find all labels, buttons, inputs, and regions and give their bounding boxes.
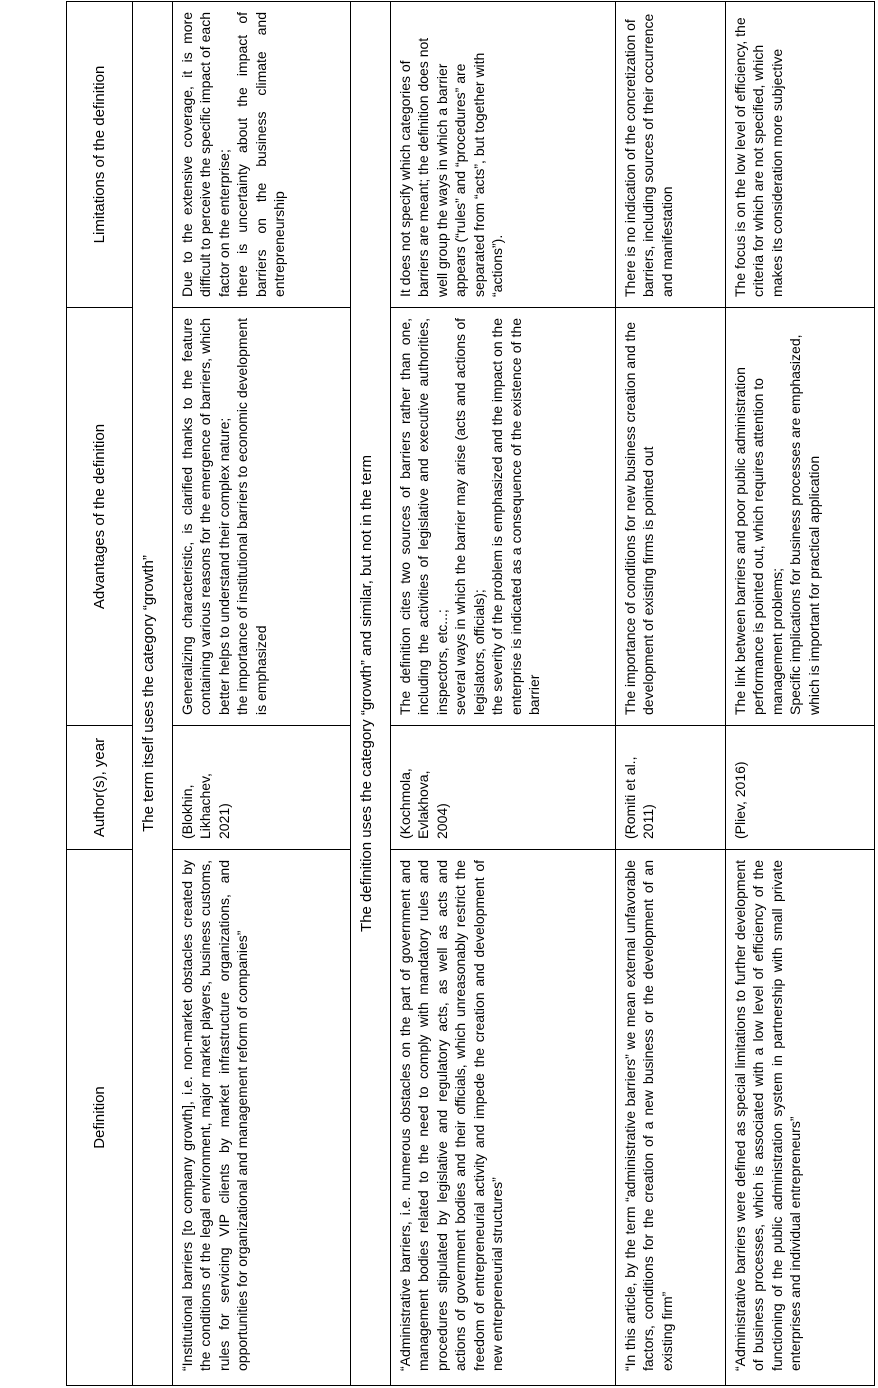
header-advantages: Advantages of the definition [67,308,133,726]
advantages-cell [391,308,616,726]
limitation-item: there is uncertainty about the impact of barriers on the business climate and entrepreneurship [234,12,288,297]
advantages-cell [173,308,351,726]
limitations-cell [173,2,351,308]
header-limitations: Limitations of the definition [67,2,133,308]
author-cell: (Blokhin, Likhachev, 2021) [173,726,351,850]
section-row-growth-term [133,2,173,1386]
definition-cell: “Administrative barriers were defined as special limitations to further development of business processes, which is associated with a low level of efficiency of the functioning of the public administration system in partnership with small private enterprises and individual entrepreneurs” [726,850,875,1386]
advantage-item: Specific implications for business processes are emphasized, which is important for practical application [787,334,822,715]
limitation-item: It does not specify which categories of barriers are meant; the definition does not well group the ways in which a barrier appears (“rules” and “procedures” are separated from “acts”, but together with “actions”). [397,37,506,297]
author-cell: (Romiti et al., 2011) [616,726,726,850]
author-cell: (Pliev, 2016) [726,726,875,850]
limitation-item: The focus is on the low level of efficiency, the criteria for which are not specified, which makes its consideration more subjective [732,17,785,297]
section-row-growth-definition [351,2,391,1386]
advantage-item: The link between barriers and poor public administration performance is pointed out, which requires attention to management problems; [732,367,785,715]
limitations-cell [391,2,616,308]
definition-cell: “Institutional barriers [to company growth], i.e. non-market obstacles created by the conditions of the legal environment, major market players, business customs, rules for servicing VIP clients by market infrastructure organizations, and opportunities for organizational and management reform of companies” [173,850,351,1386]
definitions-table [66,1,875,1386]
header-row [67,2,133,1386]
advantage-item: the importance of institutional barriers to economic development is emphasized [234,318,269,715]
section-title: The term itself uses the category “growth” [133,2,173,1386]
definition-cell: “In this article, by the term “administrative barriers” we mean external unfavorable factors, conditions for the creation of a new business or the development of an existing firm” [616,850,726,1386]
table-row [173,2,351,1386]
table-row [726,2,875,1386]
definition-cell: “Administrative barriers, i.e. numerous obstacles on the part of government and management bodies related to the need to comply with mandatory rules and procedures stipulated by legislative and regulatory acts, as well as acts and actions of government bodies and their officials, which unreasonably restrict the freedom of entrepreneurial activity and impede the creation and development of new entrepreneurial structures” [391,850,616,1386]
table-row [391,2,616,1386]
header-definition: Definition [67,850,133,1386]
advantage-item: the severity of the problem is emphasized and the impact on the enterprise is indicated as a consequence of the existence of the barrier [489,318,543,715]
advantages-cell [726,308,875,726]
table-row [616,2,726,1386]
advantage-item: The definition cites two sources of barriers rather than one, including the activities of legislative and executive authorities, inspectors, etc...; [397,318,450,715]
limitation-item: Due to the extensive coverage, it is more difficult to perceive the specific impact of each factor on the enterprise; [179,12,232,297]
author-cell: (Kochmola, Evlakhova, 2004) [391,726,616,850]
limitations-cell [616,2,726,308]
advantage-item: The importance of conditions for new business creation and the development of existing firms is pointed out [622,321,657,715]
limitations-cell [726,2,875,308]
advantages-cell [616,308,726,726]
advantage-item: several ways in which the barrier may arise (acts and actions of legislators, officials); [452,318,487,715]
section-title: The definition uses the category “growth” and similar, but not in the term [351,2,391,1386]
advantage-item: Generalizing characteristic, is clarified thanks to the feature containing various reasons for the emergence of barriers, which better helps to understand their complex nature; [179,318,232,715]
limitation-item: There is no indication of the concretization of barriers, including sources of their occurrence and manifestation [622,13,675,297]
header-author: Author(s), year [67,726,133,850]
